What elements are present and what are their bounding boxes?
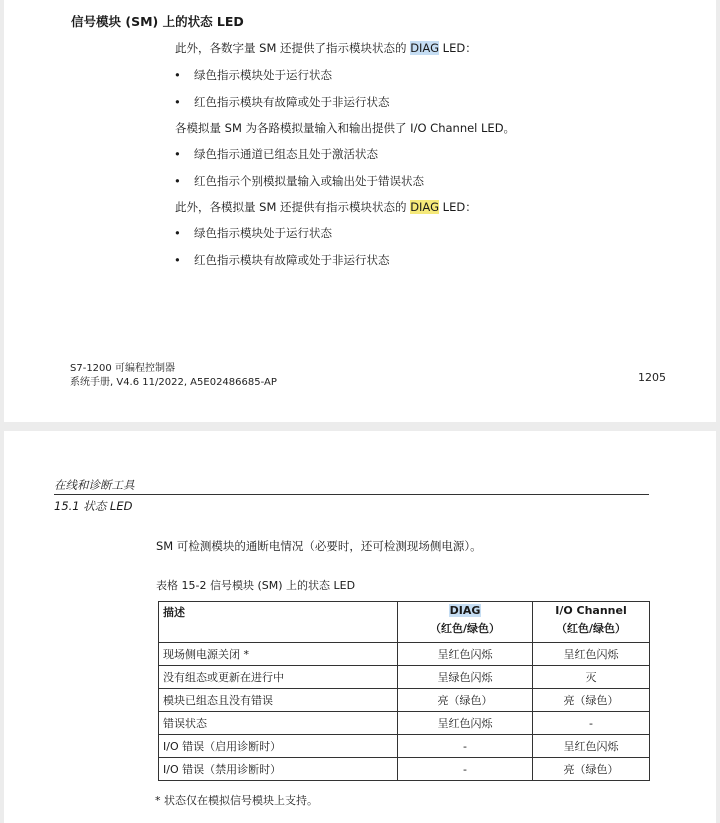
bullet-item: • 绿色指示模块处于运行状态	[174, 226, 332, 240]
table-row	[159, 712, 650, 735]
document-page-next	[4, 431, 716, 823]
table-caption: 表格 15-2 信号模块 (SM) 上的状态 LED	[156, 579, 356, 592]
table-footnote: * 状态仅在模拟信号模块上支持。	[155, 794, 318, 807]
table-cell: 呈红色闪烁	[398, 712, 533, 735]
table-cell: -	[398, 735, 533, 758]
table-cell: -	[398, 758, 533, 781]
table-cell: -	[533, 712, 650, 735]
table-cell: 亮（绿色）	[533, 758, 650, 781]
table-cell: 呈绿色闪烁	[398, 666, 533, 689]
table-cell: 呈红色闪烁	[533, 643, 650, 666]
table-header-row	[159, 602, 650, 643]
intro-paragraph: SM 可检测模块的通断电情况（必要时，还可检测现场侧电源）。	[156, 539, 482, 553]
table-cell: 灭	[533, 666, 650, 689]
table-cell: 错误状态	[159, 712, 398, 735]
table-row	[159, 758, 650, 781]
section-header: 15.1 状态 LED	[54, 499, 133, 513]
table-cell: 现场侧电源关闭 *	[159, 643, 398, 666]
table-row	[159, 666, 650, 689]
table-cell: 呈红色闪烁	[398, 643, 533, 666]
bullet-item: • 绿色指示通道已组态且处于激活状态	[174, 147, 378, 161]
table-cell: I/O 错误（禁用诊断时）	[159, 758, 398, 781]
header-diag: DIAG （红色/绿色）	[398, 602, 533, 643]
table-cell: 模块已组态且没有错误	[159, 689, 398, 712]
header-rule	[54, 494, 649, 495]
bullet-item: • 红色指示个别模拟量输入或输出处于错误状态	[174, 174, 424, 188]
table-cell: 亮（绿色）	[533, 689, 650, 712]
footer-manual: 系统手册, V4.6 11/2022, A5E02486685-AP	[70, 377, 277, 388]
diag-highlight: DIAG	[410, 200, 440, 214]
chapter-header: 在线和诊断工具	[54, 478, 135, 492]
bullet-item: • 红色指示模块有故障或处于非运行状态	[174, 253, 390, 267]
table-cell: I/O 错误（启用诊断时）	[159, 735, 398, 758]
document-page-1205	[4, 0, 716, 422]
led-status-table	[158, 601, 650, 781]
bullet-item: • 红色指示模块有故障或处于非运行状态	[174, 95, 390, 109]
paragraph-analog-channel: 各模拟量 SM 为各路模拟量输入和输出提供了 I/O Channel LED。	[175, 121, 516, 135]
table-row	[159, 643, 650, 666]
paragraph-digital-diag: 此外，各数字量 SM 还提供了指示模块状态的 DIAG LED：	[175, 41, 477, 55]
header-description: 描述	[159, 602, 398, 643]
page-number: 1205	[638, 371, 666, 384]
section-title: 信号模块 (SM) 上的状态 LED	[71, 14, 244, 29]
table-row	[159, 689, 650, 712]
diag-highlight: DIAG	[410, 41, 440, 55]
table-cell: 呈红色闪烁	[533, 735, 650, 758]
table-cell: 亮（绿色）	[398, 689, 533, 712]
table-cell: 没有组态或更新在进行中	[159, 666, 398, 689]
footer-product: S7-1200 可编程控制器	[70, 363, 175, 374]
bullet-item: • 绿色指示模块处于运行状态	[174, 68, 332, 82]
table-row	[159, 735, 650, 758]
header-io-channel: I/O Channel （红色/绿色）	[533, 602, 650, 643]
paragraph-analog-diag: 此外，各模拟量 SM 还提供有指示模块状态的 DIAG LED：	[175, 200, 477, 214]
